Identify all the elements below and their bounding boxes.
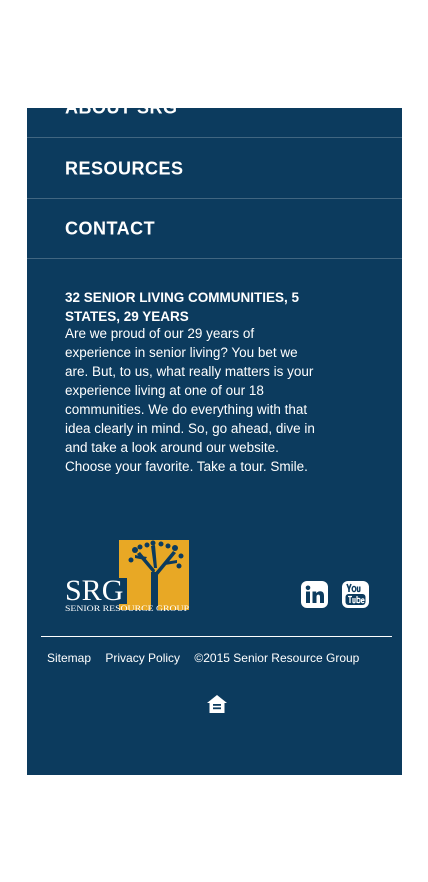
nav-item-about[interactable]	[27, 78, 402, 138]
sitemap-link[interactable]: Sitemap	[47, 651, 92, 665]
equal-housing-icon	[206, 693, 228, 715]
nav-item-contact-label: CONTACT	[65, 218, 156, 238]
copyright-text: ©2015 Senior Resource Group	[194, 651, 360, 665]
footer-divider	[41, 636, 392, 637]
equal-housing-icon-graphic	[206, 693, 228, 715]
logo-tagline: SENIOR RESOURCE GROUP	[65, 604, 190, 613]
nav-item-resources[interactable]	[27, 139, 402, 199]
nav-item-resources-label: RESOURCES	[65, 158, 184, 178]
nav-item-about-label: ABOUT SRG	[65, 97, 178, 117]
logo-wordmark: SRG	[65, 574, 124, 607]
srg-logo-graphic	[65, 538, 191, 614]
privacy-policy-link[interactable]: Privacy Policy	[105, 651, 181, 665]
youtube-icon[interactable]	[342, 581, 369, 608]
srg-logo[interactable]	[65, 538, 191, 614]
intro-headline: 32 SENIOR LIVING COMMUNITIES, 5 STATES, 29 YEARS	[65, 290, 300, 324]
footer-panel	[27, 97, 402, 775]
intro-body: Are we proud of our 29 years of experience in senior living? You bet we are. But, to us, what really matters is your experience living at one of our 18 communities. We do everything with that idea clearly in mind. So, go ahead, dive in and take a look around our website. Choose your favorite. Take a tour. Smile.	[65, 326, 315, 474]
nav-item-contact[interactable]	[27, 199, 402, 259]
youtube-icon-graphic	[342, 581, 369, 608]
linkedin-icon[interactable]	[301, 581, 328, 608]
footer-links	[47, 651, 370, 665]
linkedin-icon-graphic	[301, 581, 328, 608]
